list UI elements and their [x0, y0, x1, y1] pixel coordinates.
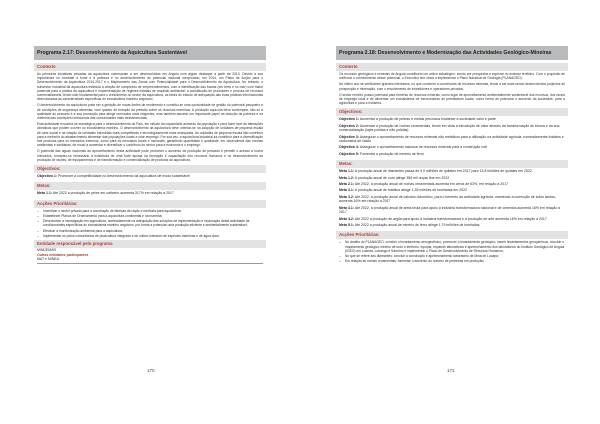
action-item: – Incentivar o sector privado para a construção de fábricas de ração e melhoria para aquicultura;: [37, 209, 263, 213]
goal-label: Meta 1.1:: [339, 169, 354, 174]
goal-label: Meta 3.1:: [339, 188, 354, 193]
context-text: [336, 71, 568, 105]
goal-row: [336, 194, 568, 205]
context-paragraph: As primeiras iniciativas privadas da aquicultura começaram a ser desenvolvidas em Angola com algum destaque a partir de 2013. Devido à sua importância no combate à fome e à pobreza e no desenvolvimento do potencial nacional inexplorado, em 2014, um Plano de Acção para o Desenvolvimento da Aquicultura 2014-2017 e o Mapeamento das Zonas com Potencialidade para o Desenvolvimento da Aquicultura. No entanto, o subsector industrial da aquicultura estimula a criação de complexos de empreendimentos, com a identificação das bacias (em terra e no mar) com maior potencial para a prática da aquicultura e implementação de regimes estatais de requisito ambiental, a constituição de produtores e procura de recursos comercializáveis, tendo sido fundamental para o crescimento do sector da aquicultura, as fases do estudo de adequação das boas práticas internacionais direccionadas às características específicas do ecossistema marinho angolano.: [37, 72, 263, 102]
entity-heading: Entidade responsável pelo programa: [34, 240, 266, 248]
objective-text: Fomentar a produção de minério de ferro: [360, 151, 424, 156]
goal-text: Até 2022 a produção de argila para apoio à indústria transformadora e à produção de arte aumenta 16% em relação a 2017: [354, 216, 547, 221]
objective-row: [336, 151, 568, 157]
goal-text: A produção anual de diamantes passa de 9,0 milhões de quilates em 2017 para 13,8 milhões de quilates em 2022: [354, 169, 532, 174]
action-item: – No âmbito do PLANAGEO, concluir o levantamento aerogeofísico, promover o levantamento geológico, inserir levantamentos geoquímicos, concluir o mapeamento geológico mineiro de todo o território, equipar, expandir laboratórios e apetrechamento dos laboratórios do Instituto Geológico de Angola (IGEO) em Luanda, Lubango e Saurimo e implementar o Plano de Desenvolvimento de Recursos Humanos;: [339, 240, 565, 253]
action-item: – Em relação às rochas ornamentais: fomentar o aumento do número de pedreiras em produção;: [339, 259, 565, 263]
action-item: – No que se refere aos diamantes: concluir a construção e apetrechamento laboratório de Mina de Lucapa;: [339, 254, 565, 258]
goal-label: Meta 1.1:: [37, 191, 52, 196]
goal-label: Meta 1.2:: [339, 175, 354, 180]
goal-row: [336, 205, 568, 216]
context-heading: Contexto: [336, 63, 568, 71]
objective-text: Aumentar a produção de pedras e metais preciosos enaltecer a sociedade valor e parte: [359, 117, 496, 122]
goal-label: Meta 4.2:: [339, 216, 354, 221]
objective-label: Objectivo 2:: [339, 123, 360, 128]
objective-text: Assegurar o aproveitamento de recursos minerais não metálicos para a utilização na actividade agrícola, nomeadamente fosfatos e carbonatos de cálcio: [339, 134, 564, 144]
action-item: – Efectuar a monitorização ambiental para a aquicultura;: [37, 229, 263, 233]
context-text: [34, 71, 266, 162]
goal-label: Meta 4.1:: [339, 205, 354, 210]
action-item: – Implementar os pólos comunitários de piscicultura integrada e de cultivo intensivo de espécies marinhas e de água doce.: [37, 234, 263, 238]
program-title: Programa 2.18: Desenvolvimento e Modernização das Actividades Geológico-Mineiras: [336, 46, 568, 60]
objective-text: Promover a competitividade no desenvolvimento da aquicultura de modo sustentável: [58, 174, 190, 179]
goal-label: Meta 5.1:: [339, 222, 354, 227]
objective-text: Assegurar o aproveitamento nacional de recursos minerais para a construção civil: [359, 145, 488, 150]
goal-label: Meta 2.1:: [339, 182, 354, 187]
context-paragraph: Os recursos geológicos e minerais de Angola constituem um activo estratégico, sendo por prospectar e explorar no extenso território. Com o propósito de melhorar o conhecimento desse potencial, o Executivo tem vindo a implementar o Plano Nacional de Geologia (PLANAGEO).: [339, 72, 565, 81]
actions-heading: Acções Prioritárias:: [34, 200, 266, 208]
page-number-right: 171: [447, 368, 455, 373]
context-paragraph: O potencial das águas nacionais ao aproveitamento desta actividade pode promover o aumento da produção de pescado e permitir o acesso a novos mercados, tornando-se necessário a existência de uma forte aposta na formação e capacitação dos recursos humanos e no desenvolvimento da produção de rações, de equipamentos e de transformação e comercialização de produtos da aquicultura.: [37, 149, 263, 162]
objective-label: Objectivo 1:: [339, 117, 360, 122]
objective-row: [336, 123, 568, 134]
goal-text: Até 2022, a produção anual de rochas ornamentais aumenta em cerca de 63%, em relação a 2017: [354, 182, 509, 187]
goals-heading: Metas:: [34, 182, 266, 190]
objective-label: Objectivo 4:: [339, 145, 360, 150]
objective-label: Objectivo 3:: [339, 134, 360, 139]
objective-label: Objectivo 5:: [339, 151, 360, 156]
objective-row: [34, 173, 266, 179]
goals-heading: Metas:: [336, 160, 568, 168]
goal-text: A produção anual de ouro atinge 356 mil onças fine em 2022: [354, 175, 450, 180]
objective-text: Aumentar a produção de rochas ornamentais, tendo em vista a introdução de valor através da transformação de blocos e da sua comercialização (lajes polidas e não polidas): [339, 123, 560, 133]
context-paragraph: Esta actividade encontra-se estratégica para o desenvolvimento do País, em virtude da capacidade aumento da população e para fazer face às alterações climáticas que podem ocorrer no ecossistema marinho. O desenvolvimento da aquicultura deve orientar-se na adopção de unidades de pequena escala de cariz social e na criação de unidades industriais mais competitivas e tecnologicamente mais avançadas. As unidades de pequena escala irão contribuir para a melhoria do abastecimento alimentar das populações locais e criar emprego. Por sua vez, a aquicultura industrial irá contribuir para a diversificação dos produtos para os mercados externos, como para os mercados locais e nacionais, garantindo quantidade e qualidade, em observância das normas ambientais e sanitárias, de modo a aumentar e diversificar o contributo do sector para a economia e o emprego.: [37, 122, 263, 148]
actions-heading: Acções Prioritárias:: [336, 231, 568, 239]
others-heading: Outras entidades participantes: [37, 252, 89, 257]
page-number-left: 170: [147, 368, 155, 373]
objective-label: Objectivo 1:: [37, 174, 58, 179]
others-value: MAT e MINEA: [37, 256, 60, 261]
left-page: [34, 46, 266, 264]
entity-value: MINDEMAR: [37, 248, 57, 253]
actions-list: [34, 208, 266, 238]
goal-text: Até 2022 a produção de peixe em cativeiro aumenta 317% em relação a 2017: [52, 191, 174, 196]
actions-list: [336, 239, 568, 263]
goal-row: [336, 222, 568, 228]
objective-row: [336, 134, 568, 145]
objectives-heading: Objectivos:: [336, 108, 568, 116]
goal-text: A produção anual de fosfatos atinge 1,35 milhões de toneladas em 2022: [354, 188, 468, 193]
goal-row: [34, 190, 266, 196]
context-paragraph: O sector mineiro possui potencial para fomento de recursos minerais, como lugar de aproveitamento ambientalmente sustentável dos recursos, dos rácios de emprego local e de alimentar um ecossistema de fornecedores de prestadores locais, como forma de potenciar o aumento da sociedade, para a agricultura e para a indústria.: [339, 92, 565, 106]
objectives-heading: Objectivos:: [34, 165, 266, 173]
bottom-rule: [37, 263, 263, 264]
right-page: [336, 46, 568, 264]
context-paragraph: O desenvolvimento da aquicultura pode ser a geração de novas fontes de rendimento e constitui-se uma oportunidade de gestão do potencial pesqueiro e de condições de segurança alimentar, num quadro de redução da pressão sobre os recursos marinhos. A produção aquícola deve contemplar, não só a qualidade do pescado e a sua promoção para atingir mercados mais exigentes, mas também assumir um importante papel na redução da pobreza e na melhoria das condições nutricionais das comunidades mais desfavorecidas.: [37, 103, 263, 121]
program-title: Programa 2.17: Desenvolvimento da Aquicultura Sustentável: [34, 46, 266, 60]
context-paragraph: No último ano se verificaram grandes interesses, no que concerne a ocorrências de recursos minerais, tendo a ser mais sendo desenvolvidos projectos de prospecção e mineração, com o envolvimento de investidores e operadores privados.: [339, 82, 565, 91]
goal-text: Até 2022 a produção anual de minério de ferro atinge 1,79 milhões de toneladas: [354, 222, 480, 227]
action-item: – Estabelecer Planos de Ordenamento para a aquicultura continental e na marinha;: [37, 214, 263, 218]
context-heading: Contexto: [34, 63, 266, 71]
action-item: – Desenvolver a investigação em aquicultura, nomeadamente na adequação das soluções de implementação e exploração desta actividade às condicionantes específicas do ecossistema marinho angolano, por forma a potenciar uma produção eficiente e ambientalmente sustentável;: [37, 219, 263, 227]
goal-text: Até 2022, a produção anual de calcário dolomítico, para o fomento da actividade agrícola, mantendo a correcção de solos ácidos, aumenta 16% em relação a 2017: [339, 194, 556, 204]
goal-label: Meta 3.2:: [339, 194, 354, 199]
goal-text: Até 2022, a produção anual de areia bruta para apoio à indústria transformadora nacional e de cimentos aumenta 16% em relação a 2017: [339, 205, 561, 215]
